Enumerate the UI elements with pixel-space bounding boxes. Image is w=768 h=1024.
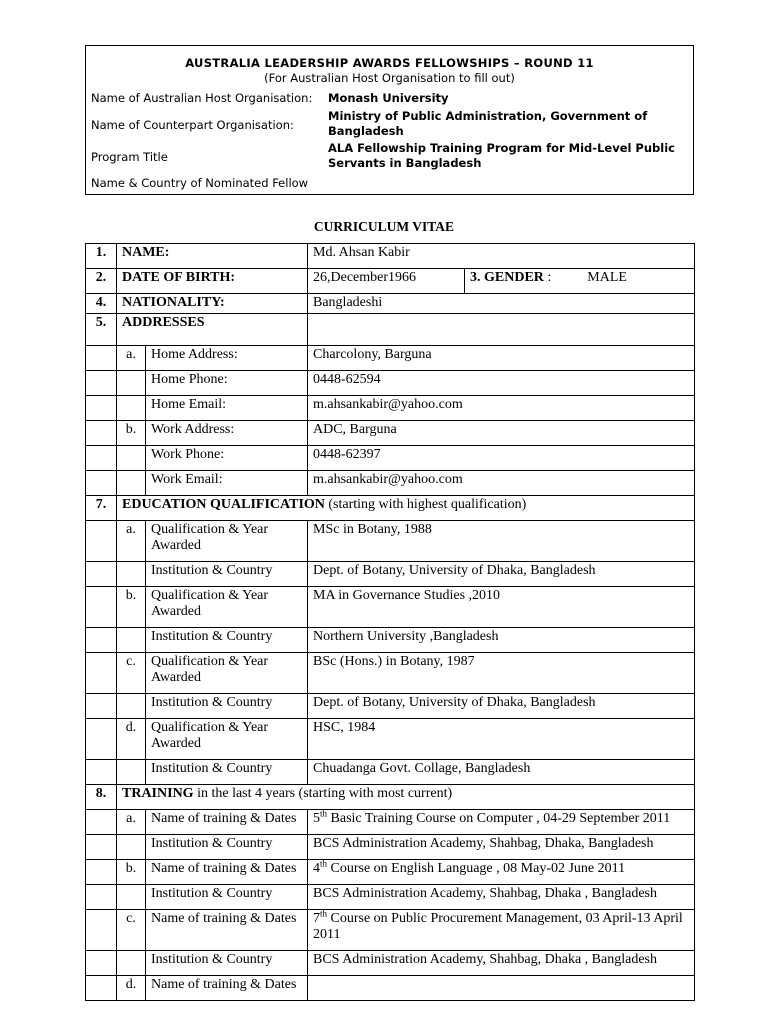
institution-value: BCS Administration Academy, Shahbag, Dhaka, Bangladesh <box>308 835 695 860</box>
qualification-label: Qualification & Year Awarded <box>146 587 308 628</box>
education-note: (starting with highest qualification) <box>324 497 527 512</box>
training-name-label: Name of training & Dates <box>146 910 308 951</box>
item-letter: c. <box>117 910 146 951</box>
table-row <box>86 810 695 835</box>
home-phone-label: Home Phone: <box>146 371 308 396</box>
home-email-label: Home Email: <box>146 396 308 421</box>
work-phone-value: 0448-62397 <box>308 446 695 471</box>
cv-title: CURRICULUM VITAE <box>313 219 455 234</box>
home-email-value: m.ahsankabir@yahoo.com <box>308 396 695 421</box>
qualification-value: BSc (Hons.) in Botany, 1987 <box>308 653 695 694</box>
table-row <box>86 496 695 521</box>
institution-label: Institution & Country <box>146 951 308 976</box>
training-name-label: Name of training & Dates <box>146 976 308 1001</box>
institution-value: BCS Administration Academy, Shahbag, Dhaka , Bangladesh <box>308 951 695 976</box>
institution-label: Institution & Country <box>146 628 308 653</box>
item-letter: b. <box>117 860 146 885</box>
nationality-label: NATIONALITY: <box>117 294 308 314</box>
host-organisation-value: Monash University <box>328 91 449 105</box>
table-row <box>86 628 695 653</box>
table-row <box>86 951 695 976</box>
table-row <box>86 587 695 628</box>
item-letter: d. <box>117 719 146 760</box>
institution-label: Institution & Country <box>146 562 308 587</box>
item-letter: a. <box>117 810 146 835</box>
dob-label: DATE OF BIRTH: <box>117 269 308 294</box>
home-address-label: Home Address: <box>146 346 308 371</box>
training-name-value: 4th Course on English Language , 08 May-02 June 2011 <box>308 860 695 885</box>
header-subtitle: (For Australian Host Organisation to fill out) <box>264 71 515 85</box>
table-row <box>86 521 695 562</box>
table-row <box>86 910 695 951</box>
qualification-label: Qualification & Year Awarded <box>146 653 308 694</box>
table-row <box>86 885 695 910</box>
program-title-value: ALA Fellowship Training Program for Mid-Level Public Servants in Bangladesh <box>328 141 675 170</box>
work-address-label: Work Address: <box>146 421 308 446</box>
work-email-value: m.ahsankabir@yahoo.com <box>308 471 695 496</box>
institution-value: BCS Administration Academy, Shahbag, Dhaka , Bangladesh <box>308 885 695 910</box>
table-row <box>86 244 695 269</box>
training-name-label: Name of training & Dates <box>146 810 308 835</box>
table-row <box>86 562 695 587</box>
table-row <box>86 446 695 471</box>
counterpart-organisation-value: Ministry of Public Administration, Government of Bangladesh <box>328 109 648 138</box>
table-row <box>86 294 695 314</box>
empty-cell <box>308 314 695 346</box>
item-letter: c. <box>117 653 146 694</box>
table-row <box>86 314 695 346</box>
home-phone-value: 0448-62594 <box>308 371 695 396</box>
header-title: AUSTRALIA LEADERSHIP AWARDS FELLOWSHIPS – ROUND 11 <box>185 56 594 70</box>
table-row <box>86 976 695 1001</box>
qualification-value: HSC, 1984 <box>308 719 695 760</box>
training-name-label: Name of training & Dates <box>146 860 308 885</box>
institution-value: Chuadanga Govt. Collage, Bangladesh <box>308 760 695 785</box>
training-name-value: 7th Course on Public Procurement Management, 03 April-13 April 2011 <box>308 910 695 951</box>
institution-value: Northern University ,Bangladesh <box>308 628 695 653</box>
table-row <box>86 346 695 371</box>
item-letter: d. <box>117 976 146 1001</box>
work-email-label: Work Email: <box>146 471 308 496</box>
table-row <box>86 653 695 694</box>
row-number: 5. <box>86 314 117 346</box>
addresses-label: ADDRESSES <box>117 314 308 346</box>
work-phone-label: Work Phone: <box>146 446 308 471</box>
name-label: NAME: <box>117 244 308 269</box>
table-row <box>86 860 695 885</box>
training-header <box>117 785 695 810</box>
host-organisation-label: Name of Australian Host Organisation: <box>91 91 313 105</box>
item-letter: b. <box>117 421 146 446</box>
qualification-label: Qualification & Year Awarded <box>146 719 308 760</box>
table-row <box>86 694 695 719</box>
table-row <box>86 719 695 760</box>
qualification-label: Qualification & Year Awarded <box>146 521 308 562</box>
qualification-value: MA in Governance Studies ,2010 <box>308 587 695 628</box>
training-label: TRAINING <box>122 786 194 801</box>
nominated-fellow-label: Name & Country of Nominated Fellow <box>91 176 309 190</box>
training-note: in the last 4 years (starting with most current) <box>193 786 453 801</box>
header-box <box>85 45 694 195</box>
training-name-value: 5th Basic Training Course on Computer , 04-29 September 2011 <box>308 810 695 835</box>
cv-table <box>85 243 694 1001</box>
program-title-label: Program Title <box>91 150 168 164</box>
gender-cell <box>465 269 695 294</box>
item-letter: a. <box>117 521 146 562</box>
row-number: 1. <box>86 244 117 269</box>
table-row <box>86 785 695 810</box>
gender-label: 3. GENDER <box>470 270 544 285</box>
work-address-value: ADC, Barguna <box>308 421 695 446</box>
home-address-value: Charcolony, Barguna <box>308 346 695 371</box>
education-label: EDUCATION QUALIFICATION <box>122 497 325 512</box>
institution-label: Institution & Country <box>146 694 308 719</box>
table-row <box>86 835 695 860</box>
table-row <box>86 371 695 396</box>
institution-value: Dept. of Botany, University of Dhaka, Bangladesh <box>308 694 695 719</box>
institution-value: Dept. of Botany, University of Dhaka, Bangladesh <box>308 562 695 587</box>
institution-label: Institution & Country <box>146 760 308 785</box>
table-row <box>86 471 695 496</box>
dob-value: 26,December1966 <box>308 269 465 294</box>
table-row <box>86 760 695 785</box>
row-number: 2. <box>86 269 117 294</box>
training-name-value <box>308 976 695 1001</box>
row-number: 4. <box>86 294 117 314</box>
table-row <box>86 269 695 294</box>
gender-separator: : <box>543 270 552 285</box>
education-header <box>117 496 695 521</box>
row-number: 8. <box>86 785 117 810</box>
table-row <box>86 396 695 421</box>
name-value: Md. Ahsan Kabir <box>308 244 695 269</box>
item-letter: b. <box>117 587 146 628</box>
row-number: 7. <box>86 496 117 521</box>
institution-label: Institution & Country <box>146 835 308 860</box>
counterpart-organisation-label: Name of Counterpart Organisation: <box>91 118 294 132</box>
nationality-value: Bangladeshi <box>308 294 695 314</box>
gender-value: MALE <box>587 270 627 285</box>
table-row <box>86 421 695 446</box>
item-letter: a. <box>117 346 146 371</box>
qualification-value: MSc in Botany, 1988 <box>308 521 695 562</box>
institution-label: Institution & Country <box>146 885 308 910</box>
